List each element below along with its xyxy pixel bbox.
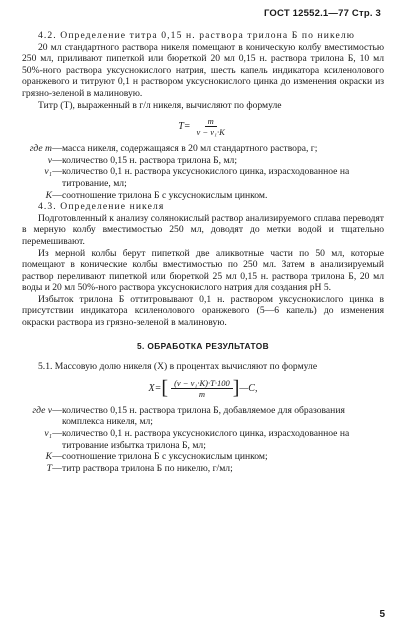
page-header: ГОСТ 12552.1—77 Стр. 3 (263, 8, 381, 19)
definitions-nickel (22, 405, 384, 475)
section-5-heading: 5. ОБРАБОТКА РЕЗУЛЬТАТОВ (136, 340, 270, 351)
definition-text: количество 0,15 н. раствора трилона Б, мл; (62, 154, 237, 166)
left-bracket: [ (161, 377, 169, 400)
definition-text: соотношение трилона Б с уксуснокислым цинком; (62, 451, 268, 463)
definition-dash: — (52, 189, 62, 201)
definition-dash: — (52, 143, 62, 155)
definition-dash: — (52, 451, 62, 463)
formula-nickel-lhs: X= (148, 382, 162, 394)
page-number: 5 (379, 609, 385, 620)
clause-4-3-para-1: Подготовленный к анализу солянокислый раствор анализируемого сплава переводят в мерную колбу вместимостью 250 мл, доводят до метки водой и тщательно перемешивают. (22, 212, 384, 247)
clause-4-3-title: 4.3. Определение никеля (38, 201, 165, 213)
clause-4-2-body: 20 мл стандартного раствора никеля помещают в коническую колбу вместимостью 250 мл, приливают пипеткой или бюреткой 20 мл 0,15 н. раствора трилона Б, 10 мл 50%-ного раствора уксуснокислого натрия, шесть капель индикатора ксиленолового оранжевого и титруют 0,1 н раствором уксуснокислого цинка до изменения окраски из грязно-зеленой в малиновую. (22, 41, 384, 99)
definition-item (22, 463, 384, 475)
definition-symbol: K (45, 189, 52, 201)
definition-item (22, 166, 384, 189)
definition-item (22, 155, 384, 167)
titr-intro: Титр (T), выраженный в г/л никеля, вычисляют по формуле (38, 99, 282, 111)
formula-nickel-denominator: m (198, 388, 205, 399)
definition-text: титр раствора трилона Б по никелю, г/мл; (62, 462, 233, 474)
definition-text: масса никеля, содержащаяся в 20 мл стандартного раствора, г; (62, 143, 318, 155)
formula-titr (22, 116, 384, 137)
clause-4-3-para-3: Избыток трилона Б оттитровывают 0,1 н. раствором уксуснокислого цинка в присутствии индикатора ксиленолового оранжевого (5—6 капель) до изменения окраски раствора из грязно-зеленой в малиновую. (22, 293, 384, 329)
definition-text: соотношение трилона Б с уксуснокислым цинком. (62, 189, 268, 201)
clause-4-3-para-2: Из мерной колбы берут пипеткой две аликвотные части по 50 мл, которые помещают в конические колбы вместимостью по 250 мл. Затем в анализируемый раствор переливают пипеткой или бюреткой 25 мл 0,15 н. раствора трилона Б, 20 мл воды и 20 мл 50%-ного раствора уксуснокислого натрия для создания pH 5. (22, 247, 384, 294)
formula-nickel (22, 378, 384, 399)
page-content (22, 30, 384, 474)
formula-titr-lhs: T= (178, 120, 191, 132)
definition-text: количество 0,15 н. раствора трилона Б, добавляемое для образования комплекса никеля, мл; (62, 404, 345, 428)
definition-dash: — (52, 462, 62, 474)
definition-item (22, 428, 384, 451)
formula-nickel-numerator: (v − v₁·K)·T·100 (171, 378, 233, 389)
right-bracket: ] (232, 377, 240, 400)
definition-symbol: где v (32, 404, 52, 416)
formula-nickel-tail: —C, (239, 382, 258, 394)
definition-text: количество 0,1 н. раствора уксуснокислого цинка, израсходованное на титрование избытка трилона Б, мл; (62, 428, 350, 451)
definition-symbol: K (45, 451, 52, 463)
formula-titr-numerator: m (205, 116, 217, 127)
formula-titr-denominator: v − v₁·K (196, 127, 225, 138)
definition-dash: — (52, 404, 62, 416)
definition-symbol: где m (29, 143, 52, 155)
definition-dash: — (52, 154, 62, 166)
definition-dash: — (52, 428, 62, 440)
formula-nickel-fraction (171, 378, 233, 399)
formula-titr-fraction (194, 116, 228, 137)
definition-symbol: v (47, 154, 52, 166)
definition-item (22, 405, 384, 428)
definition-item (22, 143, 384, 155)
clause-5-1-text: 5.1. Массовую долю никеля (X) в процентах вычисляют по формуле (38, 361, 318, 373)
definition-item (22, 451, 384, 463)
definition-symbol: v₁ (44, 428, 52, 440)
definition-dash: — (52, 166, 62, 178)
definition-symbol: v₁ (44, 166, 52, 178)
definition-item (22, 190, 384, 202)
clause-4-2-title: 4.2. Определение титра 0,15 н. раствора трилона Б по никелю (38, 30, 355, 41)
definition-text: количество 0,1 н. раствора уксуснокислого цинка, израсходованное на титрование, мл; (62, 166, 350, 189)
definitions-titr (22, 143, 384, 201)
definition-symbol: T (46, 462, 52, 474)
